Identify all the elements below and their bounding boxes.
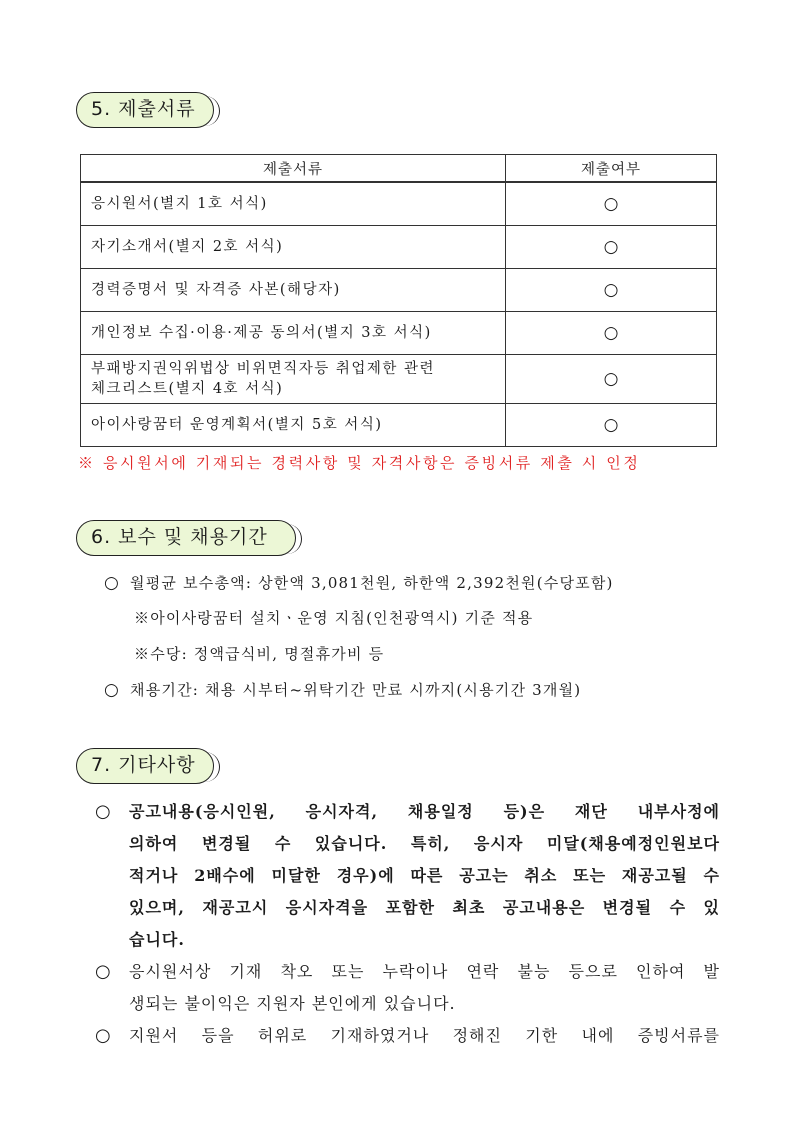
submitted-mark: ○ xyxy=(506,182,717,225)
submitted-mark: ○ xyxy=(506,225,717,268)
document-name: 경력증명서 및 자격증 사본(해당자) xyxy=(81,268,506,311)
notice-line: 의하여 변경될 수 있습니다. 특히, 응시자 미달(채용예정인원보다 xyxy=(129,834,720,853)
notice-change-item xyxy=(95,796,720,956)
document-name-line: 부패방지권익위법상 비위면직자등 취업제한 관련 xyxy=(91,360,435,377)
section-5-title: 5. 제출서류 xyxy=(76,92,214,128)
evidence-note: ※ 응시원서에 기재되는 경력사항 및 자격사항은 증빙서류 제출 시 인정 xyxy=(78,454,641,472)
section-7-title: 7. 기타사항 xyxy=(76,748,214,784)
circle-bullet: ○ xyxy=(104,680,121,700)
notice-line: 생되는 불이익은 지원자 본인에게 있습니다. xyxy=(129,994,456,1013)
notice-line: 응시원서상 기재 착오 또는 누락이나 연락 불능 등으로 인하여 발 xyxy=(129,962,720,981)
circle-bullet: ○ xyxy=(104,573,121,593)
circle-bullet: ○ xyxy=(95,801,112,822)
circle-bullet: ○ xyxy=(95,1025,112,1046)
table-row xyxy=(81,225,717,268)
notice-line: 적거나 2배수에 미달한 경우)에 따른 공고는 취소 또는 재공고될 수 xyxy=(129,866,720,885)
circle-bullet: ○ xyxy=(95,961,112,982)
document-name: 응시원서(별지 1호 서식) xyxy=(81,182,506,225)
document-name: 개인정보 수집·이용·제공 동의서(별지 3호 서식) xyxy=(81,311,506,354)
submitted-mark: ○ xyxy=(506,268,717,311)
document-name: 자기소개서(별지 2호 서식) xyxy=(81,225,506,268)
false-statement-item xyxy=(95,1020,720,1052)
header-submitted: 제출여부 xyxy=(506,155,717,183)
employment-period-text: 채용기간: 채용 시부터~위탁기간 만료 시까지(시용기간 3개월) xyxy=(130,681,582,699)
header-document: 제출서류 xyxy=(81,155,506,183)
table-row xyxy=(81,182,717,225)
salary-note-allowance: ※수당: 정액급식비, 명절휴가비 등 xyxy=(134,645,385,663)
submitted-mark: ○ xyxy=(506,403,717,446)
notice-line: 지원서 등을 허위로 기재하였거나 정해진 기한 내에 증빙서류를 xyxy=(129,1026,720,1045)
employment-period-item xyxy=(104,679,581,700)
notice-line: 있으며, 재공고시 응시자격을 포함한 최초 공고내용은 변경될 수 있 xyxy=(129,898,720,917)
table-header-row xyxy=(81,155,717,183)
notice-line: 공고내용(응시인원, 응시자격, 채용일정 등)은 재단 내부사정에 xyxy=(129,802,720,821)
salary-note-guideline: ※아이사랑꿈터 설치ㆍ운영 지침(인천광역시) 기준 적용 xyxy=(134,609,534,627)
document-name: 아이사랑꿈터 운영계획서(별지 5호 서식) xyxy=(81,403,506,446)
salary-text: 월평균 보수총액: 상한액 3,081천원, 하한액 2,392천원(수당포함) xyxy=(130,574,614,592)
section-6-title: 6. 보수 및 채용기간 xyxy=(76,520,296,556)
table-row xyxy=(81,311,717,354)
submitted-mark: ○ xyxy=(506,354,717,403)
document-name xyxy=(81,354,506,403)
table-row xyxy=(81,354,717,403)
other-notes xyxy=(95,796,720,1052)
salary-item xyxy=(104,572,614,593)
notice-line: 습니다. xyxy=(129,930,185,949)
table-row xyxy=(81,403,717,446)
disadvantage-item xyxy=(95,956,720,1020)
submitted-mark: ○ xyxy=(506,311,717,354)
document-name-line: 체크리스트(별지 4호 서식) xyxy=(91,380,284,397)
submission-documents-table xyxy=(80,154,717,447)
table-row xyxy=(81,268,717,311)
